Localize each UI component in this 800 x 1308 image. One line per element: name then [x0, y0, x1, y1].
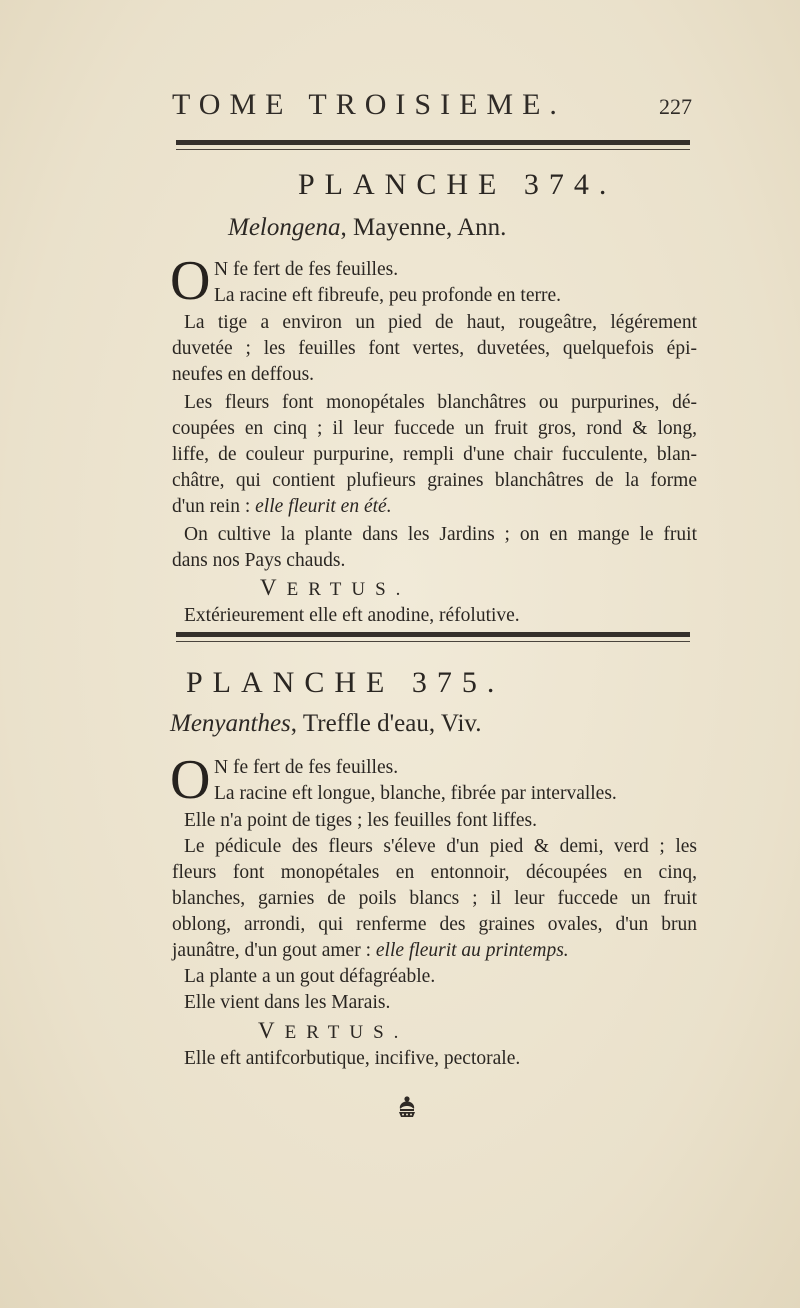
plate-heading: PLANCHE 375. [186, 666, 505, 699]
text-line: châtre, qui contient plufieurs graines blanchâtres de la forme [172, 470, 697, 491]
text-line: coupées en cinq ; il leur fuccede un fruit gros, rond & long, [172, 418, 697, 439]
fleuron-icon [395, 1095, 419, 1119]
text-line: La plante a un gout défagréable. [184, 966, 436, 987]
drop-cap: O [170, 250, 211, 312]
vertus-rest: ERTUS. [286, 579, 411, 600]
vertus-initial: V [260, 575, 287, 600]
text-line: neufes en deffous. [172, 364, 315, 385]
latin-name: Menyanthes [170, 710, 291, 737]
flowering-note: elle fleurit au printemps. [375, 940, 569, 961]
latin-name: Melongena [228, 214, 341, 241]
text-line: dans nos Pays chauds. [172, 550, 346, 571]
plate-subtitle [228, 214, 506, 242]
text-line: La racine eft longue, blanche, fibrée par intervalles. [214, 783, 617, 804]
vertus-text: Elle eft antifcorbutique, incifive, pectorale. [184, 1048, 521, 1069]
text-line: La tige a environ un pied de haut, rougeâtre, légérement [184, 312, 697, 333]
vertus-heading [258, 1018, 408, 1044]
text-line: Les fleurs font monopétales blanchâtres ou purpurines, dé- [184, 392, 697, 413]
vertus-heading [260, 575, 410, 601]
text-line: fleurs font monopétales en entonnoir, découpées en cinq, [172, 862, 697, 883]
vertus-initial: V [258, 1018, 285, 1043]
running-title: TOME TROISIEME. [172, 88, 566, 121]
text-line [172, 938, 697, 964]
header-rule-thick [176, 140, 690, 145]
drop-cap: O [170, 749, 211, 811]
text-line: La racine eft fibreufe, peu profonde en terre. [214, 285, 562, 306]
separator-rule-thick [176, 632, 690, 637]
page-number: 227 [659, 94, 692, 119]
text-run: d'un rein : [172, 496, 256, 517]
common-name: , Treffle d'eau, Viv. [290, 710, 482, 737]
text-line [172, 494, 697, 520]
text-line: liffe, de couleur purpurine, rempli d'une chair fucculente, blan- [172, 444, 697, 465]
text-line: Elle vient dans les Marais. [184, 992, 391, 1013]
plate-heading: PLANCHE 374. [298, 168, 617, 201]
text-line: N fe fert de fes feuilles. [214, 757, 399, 778]
text-run: jaunâtre, d'un gout amer : [172, 940, 376, 961]
vertus-text: Extérieurement elle eft anodine, réfolutive. [184, 605, 520, 626]
flowering-note: elle fleurit en été. [255, 496, 392, 517]
text-line: blanches, garnies de poils blancs ; il leur fuccede un fruit [172, 888, 697, 909]
vertus-rest: ERTUS. [284, 1022, 409, 1043]
text-line: Le pédicule des fleurs s'éleve d'un pied & demi, verd ; les [184, 836, 697, 857]
running-head [172, 88, 692, 124]
text-line: duvetée ; les feuilles font vertes, duvetées, quelquefois épi- [172, 338, 697, 359]
text-line: N fe fert de fes feuilles. [214, 259, 399, 280]
text-line: Elle n'a point de tiges ; les feuilles font liffes. [184, 810, 537, 831]
text-line: On cultive la plante dans les Jardins ; on en mange le fruit [184, 524, 697, 545]
header-rule-thin [176, 149, 690, 150]
text-line: oblong, arrondi, qui renferme des graines ovales, d'un brun [172, 914, 697, 935]
common-name: , Mayenne, Ann. [340, 214, 507, 241]
plate-subtitle [170, 710, 482, 738]
separator-rule-thin [176, 641, 690, 642]
